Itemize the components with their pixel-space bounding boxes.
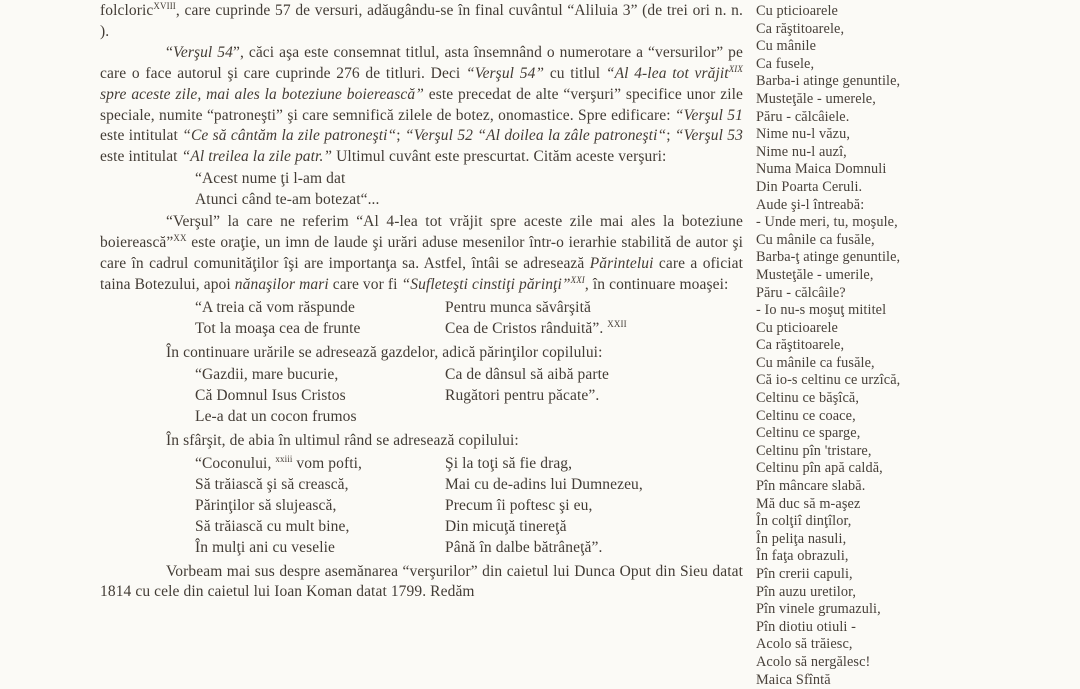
text-segment: Verşul 54 xyxy=(172,43,233,61)
verse-line: Aude şi-l întreabă: xyxy=(756,196,865,213)
verse-line: Pîn vinele grumazuli, xyxy=(756,601,881,618)
verse-line: Acolo să trăiesc, xyxy=(756,636,853,653)
verse-line: Musteţăle - umerele, xyxy=(756,90,876,107)
paragraph-folcloric-continuation xyxy=(100,1,743,43)
verse-line: Cu mânile xyxy=(756,38,817,55)
verse-line: Păru - călcâile? xyxy=(756,284,846,301)
text-segment: , în continuare moaşei: xyxy=(584,275,729,293)
verse-line: Mai cu de-adins lui Dumnezeu, xyxy=(445,475,643,493)
text-segment: “Verşul 54” xyxy=(466,64,545,82)
verse-line: Să trăiască cu mult bine, xyxy=(195,517,350,535)
verse-line: Cu mânile ca fusăle, xyxy=(756,231,875,248)
verse-line: Ca fusele, xyxy=(756,55,815,72)
text-segment: “Verşul 52 “Al doilea la zâle patroneşti“ xyxy=(404,127,667,145)
text-segment: Vorbeam mai sus despre asemănarea “verşurilor” din caietul lui Dunca Oput din Sieu datat 1814 cu cele din caietul lui Ioan Koman datat 1799. Redăm xyxy=(100,562,743,601)
verse-line: Şi la toţi să fie drag, xyxy=(445,455,573,473)
verse-column-left xyxy=(195,298,445,340)
verse-line: Rugători pentru păcate”. xyxy=(445,387,600,405)
verse-line: Păru - călcâiele. xyxy=(756,108,850,125)
verse-line: În colţiî dinţîlor, xyxy=(756,513,852,530)
text-segment: Ultimul cuvânt este prescurtat. Cităm aceste verşuri: xyxy=(332,148,667,166)
verse-line: Să trăiască şi să crească, xyxy=(195,475,349,493)
verse-line: Celtinu ce coace, xyxy=(756,407,856,424)
verse-line: Atunci când te-am botezat“... xyxy=(195,191,380,209)
verse-line: Pîn crerii capuli, xyxy=(756,566,853,582)
verse-line: Tot la moaşa cea de frunte xyxy=(195,319,361,337)
footnote-marker: XIX xyxy=(728,63,743,74)
verse-line: Barba-i atinge genuntile, xyxy=(756,73,901,90)
verse-line: Pentru munca săvârşită xyxy=(445,298,591,316)
verse-line: Celtinu ce băşîcă, xyxy=(756,390,860,407)
verse-line: Mă duc să m-aşez xyxy=(756,495,861,512)
text-segment: În continuare urările se adresează gazdelor, adică părinţilor copilului: xyxy=(166,343,603,361)
verse-line: Că io-s celtinu ce urzîcă, xyxy=(756,372,901,389)
verse-line: Părinţilor să slujească, xyxy=(195,496,337,514)
main-text-column xyxy=(100,1,743,603)
text-segment: “Al treilea la zile patr.” xyxy=(181,148,333,166)
verse-line: În mulţi ani cu veselie xyxy=(195,538,336,556)
verse-line: - Io nu-s moşuţ mititel xyxy=(756,302,887,319)
text-segment: , care cuprinde 57 de versuri, adăugându-se în final cuvântul “Aliluia 3” (de trei ori n. n. ). xyxy=(100,2,743,40)
text-segment: folcloric xyxy=(100,2,154,19)
verse-pair-gazdii xyxy=(195,365,743,428)
marginal-verse-column xyxy=(756,3,1078,689)
text-segment: “ xyxy=(166,43,173,61)
text-segment: spre aceste zile, mai ales la boteziune boierească” xyxy=(100,85,424,103)
text-segment: ”, căci aşa este consemnat titlul, asta însemnând o numerotare a “versurilor” pe care o face autorul şi care cuprinde 276 de titluri. Deci xyxy=(100,43,743,82)
verse-line: Cu mânile ca fusăle, xyxy=(756,354,875,371)
verse-line: Cu pticioarele xyxy=(756,319,838,336)
text-segment: “Sufleteşti cinstiţi părinţi” xyxy=(401,275,571,293)
footnote-marker: XVIII xyxy=(153,0,176,11)
verse-line: Celtinu ce sparge, xyxy=(756,425,861,442)
paragraph-urarile-gazdelor xyxy=(100,343,743,364)
verse-line: Precum îi poftesc şi eu, xyxy=(445,496,593,514)
text-segment: “Verşul” la care ne referim “Al 4-lea tot vrăjit spre aceste zile mai ales la boteziune boierească” xyxy=(100,213,743,251)
verse-line: Le-a dat un cocon frumos xyxy=(195,408,357,426)
text-segment: În sfârşit, de abia în ultimul rând se adresează copilului: xyxy=(166,432,519,450)
footnote-marker: XX xyxy=(173,232,187,243)
text-segment: este intitulat xyxy=(100,148,182,166)
footnote-marker: xxiii xyxy=(275,453,293,464)
text-segment: “Verşul 53 xyxy=(674,127,743,145)
verse-line: Până în dalbe bătrâneţă”. xyxy=(445,538,603,556)
verse-line: “A treia că vom răspunde xyxy=(195,298,355,316)
paragraph-vorbeam xyxy=(100,562,743,604)
verse-line: Acolo să nergălesc! xyxy=(756,653,871,670)
verse-line: Barba-ţ atinge genuntile, xyxy=(756,249,901,266)
verse-line: Că Domnul Isus Cristos xyxy=(195,387,346,405)
text-segment: cu titlul xyxy=(544,64,606,82)
verse-line: Musteţăle - umerile, xyxy=(756,266,874,283)
verse-line: Din Poarta Ceruli. xyxy=(756,178,863,195)
verse-line: Nime nu-l văzu, xyxy=(756,126,851,143)
verse-pair-moasa xyxy=(195,298,743,340)
verse-line: “Acest nume ţi l-am dat xyxy=(195,170,346,188)
footnote-marker: XXI xyxy=(570,274,585,285)
text-segment: “Ce să cântăm la zile patroneşti“ xyxy=(182,127,397,145)
verse-line: Ca răştitoarele, xyxy=(756,337,845,354)
text-segment: ; xyxy=(666,127,675,145)
text-segment: vom pofti, xyxy=(292,455,362,473)
verse-line xyxy=(195,454,445,475)
verse-line: - Unde meri, tu, moşule, xyxy=(756,214,898,231)
verse-column-right xyxy=(445,365,743,428)
text-segment: este intitulat xyxy=(100,127,183,145)
verse-column-left xyxy=(195,454,445,559)
verse-line: “Gazdii, mare bucurie, xyxy=(195,366,339,384)
paragraph-in-sfarsit xyxy=(100,431,743,452)
paragraph-versul-54 xyxy=(100,43,743,168)
verse-line: Ca răştitoarele, xyxy=(756,20,845,37)
text-segment: Părintelui xyxy=(589,254,654,272)
verse-line: În faţa obrazuli, xyxy=(756,548,849,565)
verse-column-right xyxy=(445,454,743,559)
text-segment: este oraţie, un imn de laude şi urări aduse mesenilor într-o ierarhie stabilită de autor şi care în cadrul comunităţilor îşi are importanţa sa. Astfel, întâi se adresează xyxy=(100,233,743,272)
text-segment: “Verşul 51 xyxy=(674,106,743,124)
paragraph-versul-referim xyxy=(100,212,743,296)
text-segment: ; xyxy=(396,127,405,145)
text-segment: “Al 4-lea tot vrăjit xyxy=(605,64,729,82)
quote-acest-nume xyxy=(195,169,743,211)
verse-line: Pîn diotiu otiuli - xyxy=(756,618,857,635)
footnote-marker: XXII xyxy=(607,318,627,329)
verse-line: Celtinu pîn apă caldă, xyxy=(756,460,883,477)
verse-column-right xyxy=(445,298,743,340)
verse-line: Ca de dânsul să aibă parte xyxy=(445,366,609,384)
verse-line: Numa Maica Domnuli xyxy=(756,161,887,178)
verse-column-left xyxy=(195,365,445,428)
verse-line: În peliţa nasuli, xyxy=(756,530,847,547)
verse-pair-coconului xyxy=(195,454,743,559)
verse-line xyxy=(445,319,743,340)
verse-line: Pîn mâncare slabă. xyxy=(756,478,866,495)
verse-line: Celtinu pîn 'tristare, xyxy=(756,442,872,459)
text-segment: Cea de Cristos rânduită”. xyxy=(445,319,608,337)
verse-line: Cu pticioarele xyxy=(756,3,838,19)
text-segment: este precedat de alte “verşuri” specifice unor zile speciale, numite “patroneşti” şi care semnifică zilele de botez, onomastice. Spre edificare: xyxy=(100,85,743,124)
text-segment: care a oficiat taina Botezului, apoi xyxy=(100,254,743,293)
text-segment: nănaşilor mari xyxy=(234,275,329,293)
verse-line: Nime nu-l auzî, xyxy=(756,143,847,160)
text-segment: care vor fi xyxy=(328,275,402,293)
verse-line: Pîn auzu uretilor, xyxy=(756,583,857,600)
text-segment: “Coconului, xyxy=(195,455,276,473)
verse-line: Maica Sfîntă xyxy=(756,671,831,688)
verse-line: Din micuţă tinereţă xyxy=(445,517,567,535)
